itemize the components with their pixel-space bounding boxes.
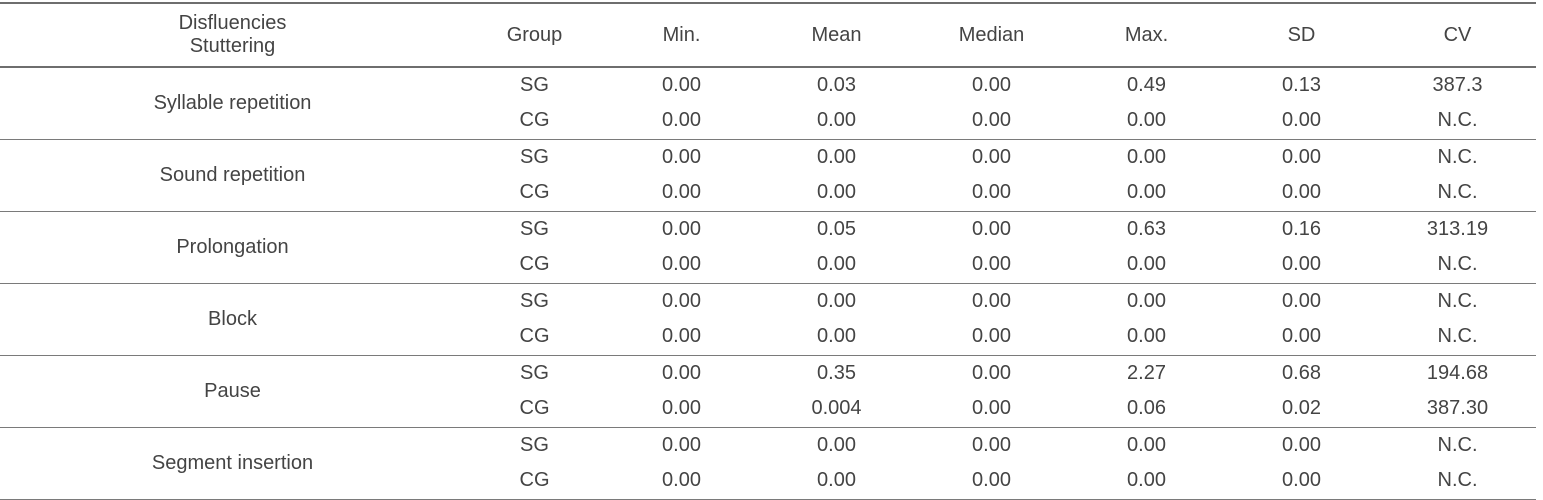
cell-median: 0.00 — [914, 391, 1069, 427]
cell-mean: 0.05 — [817, 217, 856, 240]
cell-mean: 0.00 — [759, 247, 914, 283]
cell-mean: 0.00 — [817, 145, 856, 168]
table-body — [0, 67, 1536, 499]
cell-min: 0.00 — [604, 391, 759, 427]
cell-cv: N.C. — [1379, 175, 1536, 211]
header-mean: Mean — [759, 3, 914, 67]
table-row — [0, 427, 1536, 463]
cell-sd: 0.13 — [1282, 74, 1321, 96]
cell-cv: 194.68 — [1426, 361, 1489, 384]
cell-mean: 0.00 — [817, 289, 856, 312]
cell-sd: 0.00 — [1282, 289, 1321, 312]
cell-median: 0.00 — [914, 247, 1069, 283]
table-row — [0, 211, 1536, 247]
cell-mean: 0.004 — [759, 391, 914, 427]
cell-cv: N.C. — [1379, 247, 1536, 283]
cell-cv: 387.30 — [1379, 391, 1536, 427]
cell-group: CG — [465, 103, 604, 139]
cell-min: 0.00 — [604, 103, 759, 139]
header-group: Group — [465, 3, 604, 67]
cell-cv: N.C. — [1379, 103, 1536, 139]
cell-min: 0.00 — [604, 247, 759, 283]
cell-min: 0.00 — [604, 175, 759, 211]
cell-group: SG — [520, 74, 549, 96]
cell-mean: 0.00 — [759, 319, 914, 355]
row-label-disfluency: Syllable repetition — [0, 67, 465, 139]
row-label-disfluency: Segment insertion — [0, 427, 465, 499]
cell-min: 0.00 — [662, 145, 701, 168]
header-disfluencies — [0, 3, 465, 67]
cell-median: 0.00 — [972, 361, 1011, 384]
cell-group: SG — [520, 433, 549, 456]
cell-mean: 0.00 — [759, 175, 914, 211]
cell-mean: 0.00 — [759, 463, 914, 499]
cell-cv: N.C. — [1379, 319, 1536, 355]
cell-group: SG — [520, 289, 549, 312]
cell-sd: 0.00 — [1224, 247, 1379, 283]
cell-sd: 0.00 — [1282, 433, 1321, 456]
cell-sd: 0.00 — [1282, 145, 1321, 168]
cell-median: 0.00 — [972, 289, 1011, 312]
header-disfluencies-line1: Disfluencies — [178, 12, 287, 34]
header-disfluencies-line2: Stuttering — [189, 35, 276, 57]
table-row — [0, 139, 1536, 175]
cell-max: 0.00 — [1069, 175, 1224, 211]
cell-max: 0.06 — [1069, 391, 1224, 427]
cell-min: 0.00 — [604, 463, 759, 499]
cell-sd: 0.00 — [1224, 319, 1379, 355]
cell-mean: 0.03 — [817, 74, 856, 96]
header-sd: SD — [1224, 3, 1379, 67]
cell-median: 0.00 — [972, 145, 1011, 168]
table-row — [0, 283, 1536, 319]
cell-sd: 0.00 — [1224, 175, 1379, 211]
cell-min: 0.00 — [662, 361, 701, 384]
cell-sd: 0.68 — [1282, 361, 1321, 384]
cell-sd: 0.00 — [1224, 463, 1379, 499]
cell-mean: 0.00 — [759, 103, 914, 139]
cell-group: SG — [520, 361, 549, 384]
cell-min: 0.00 — [604, 319, 759, 355]
table-row — [0, 355, 1536, 391]
cell-median: 0.00 — [972, 217, 1011, 240]
row-label-disfluency: Sound repetition — [0, 139, 465, 211]
cell-median: 0.00 — [972, 433, 1011, 456]
cell-sd: 0.00 — [1224, 103, 1379, 139]
cell-group: CG — [465, 175, 604, 211]
cell-median: 0.00 — [914, 463, 1069, 499]
row-label-disfluency: Block — [0, 283, 465, 355]
cell-group: CG — [465, 391, 604, 427]
cell-min: 0.00 — [662, 289, 701, 312]
cell-group: CG — [465, 247, 604, 283]
cell-cv: 387.3 — [1432, 74, 1483, 96]
cell-max: 0.00 — [1069, 319, 1224, 355]
cell-median: 0.00 — [972, 74, 1011, 96]
disfluency-statistics-table — [0, 2, 1536, 500]
cell-max: 0.00 — [1069, 103, 1224, 139]
cell-max: 0.00 — [1069, 247, 1224, 283]
cell-max: 0.49 — [1127, 74, 1166, 96]
cell-max: 0.00 — [1127, 145, 1166, 168]
header-row — [0, 3, 1536, 67]
cell-max: 2.27 — [1127, 361, 1166, 384]
cell-cv: N.C. — [1437, 289, 1478, 312]
table-header — [0, 3, 1536, 67]
cell-cv: 313.19 — [1426, 217, 1489, 240]
cell-max: 0.00 — [1127, 289, 1166, 312]
row-label-disfluency: Pause — [0, 355, 465, 427]
cell-median: 0.00 — [914, 175, 1069, 211]
cell-mean: 0.35 — [817, 361, 856, 384]
cell-sd: 0.02 — [1224, 391, 1379, 427]
cell-median: 0.00 — [914, 103, 1069, 139]
cell-cv: N.C. — [1437, 433, 1478, 456]
cell-cv: N.C. — [1437, 145, 1478, 168]
cell-min: 0.00 — [662, 74, 701, 96]
row-label-disfluency: Prolongation — [0, 211, 465, 283]
cell-group: CG — [465, 463, 604, 499]
cell-cv: N.C. — [1379, 463, 1536, 499]
cell-max: 0.63 — [1127, 217, 1166, 240]
cell-median: 0.00 — [914, 319, 1069, 355]
header-min: Min. — [604, 3, 759, 67]
table-row — [0, 67, 1536, 103]
cell-max: 0.00 — [1069, 463, 1224, 499]
cell-min: 0.00 — [662, 217, 701, 240]
header-cv: CV — [1379, 3, 1536, 67]
cell-group: CG — [465, 319, 604, 355]
cell-group: SG — [520, 217, 549, 240]
cell-mean: 0.00 — [817, 433, 856, 456]
cell-sd: 0.16 — [1282, 217, 1321, 240]
cell-min: 0.00 — [662, 433, 701, 456]
header-median: Median — [914, 3, 1069, 67]
cell-max: 0.00 — [1127, 433, 1166, 456]
cell-group: SG — [520, 145, 549, 168]
header-max: Max. — [1069, 3, 1224, 67]
